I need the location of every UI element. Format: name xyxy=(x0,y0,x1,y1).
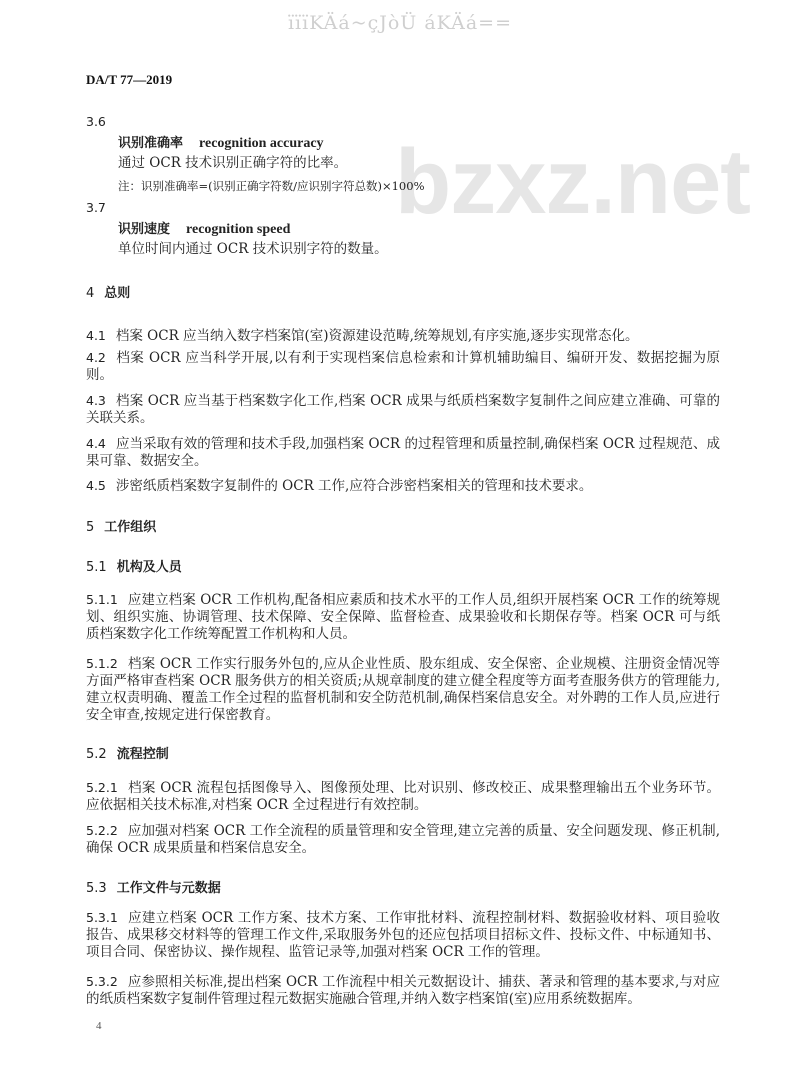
subsection-number: 5.2 xyxy=(86,747,107,762)
term-en: recognition speed xyxy=(186,222,291,237)
clause-4-3: 4.3 档案 OCR 应当基于档案数字化工作,档案 OCR 成果与纸质档案数字复制件之间应建立准确、可靠的关联关系。 xyxy=(86,393,720,426)
term-entry-3-6 xyxy=(118,135,324,152)
subsection-heading-5-3 xyxy=(86,880,221,897)
section-number: 5 xyxy=(86,520,95,535)
subsection-heading-5-2 xyxy=(86,746,169,763)
clause-4-5: 4.5 涉密纸质档案数字复制件的 OCR 工作,应符合涉密档案相关的管理和技术要求。 xyxy=(86,478,593,494)
clause-5-1-2: 5.1.2 档案 OCR 工作实行服务外包的,应从企业性质、股东组成、安全保密、企业规模、注册资金情况等方面严格审查档案 OCR 服务供方的相关资质;从规章制度的建立健全程度等方面考查服务供方的管理能力,建立权责明确、覆盖工作全过程的监督机制和安全防范机制,确保档案信息安全。对外聘的工作人员,应进行安全审查,按规定进行保密教育。 xyxy=(86,656,720,723)
subsection-title: 机构及人员 xyxy=(116,560,182,575)
subsection-number: 5.1 xyxy=(86,560,107,575)
section-title: 总则 xyxy=(104,286,131,301)
clause-5-1-1: 5.1.1 应建立档案 OCR 工作机构,配备相应素质和技术水平的工作人员,组织开展档案 OCR 工作的统筹规划、组织实施、协调管理、技术保障、安全保障、监督检查、成果验收和长期保存等。档案 OCR 可与纸质档案数字化工作统筹配置工作机构和人员。 xyxy=(86,592,720,642)
clause-5-2-2: 5.2.2 应加强对档案 OCR 工作全流程的质量管理和安全管理,建立完善的质量、安全问题发现、修正机制,确保 OCR 成果质量和档案信息安全。 xyxy=(86,823,720,856)
note-3-6: 注：识别准确率=(识别正确字符数/应识别字符总数)×100% xyxy=(118,179,425,193)
subsection-title: 流程控制 xyxy=(116,747,169,762)
clause-4-1: 4.1 档案 OCR 应当纳入数字档案馆(室)资源建设范畴,统筹规划,有序实施,逐步实现常态化。 xyxy=(86,328,639,344)
site-watermark: bzxz.net xyxy=(395,131,750,233)
clause-number-3-6: 3.6 xyxy=(86,114,106,129)
subsection-heading-5-1 xyxy=(86,559,182,576)
page-number: 4 xyxy=(96,1020,102,1032)
clause-5-3-1: 5.3.1 应建立档案 OCR 工作方案、技术方案、工作审批材料、流程控制材料、数据验收材料、项目验收报告、成果移交材料等的管理工作文件,采取服务外包的还应包括项目招标文件、投标文件、中标通知书、项目合同、保密协议、操作规程、监管记录等,加强对档案 OCR 工作的管理。 xyxy=(86,910,720,960)
clause-5-3-2: 5.3.2 应参照相关标准,提出档案 OCR 工作流程中相关元数据设计、捕获、著录和管理的基本要求,与对应的纸质档案数字复制件管理过程元数据实施融合管理,并纳入数字档案馆(室)应用系统数据库。 xyxy=(86,974,720,1007)
section-title: 工作组织 xyxy=(104,520,157,535)
garbled-header-text: ïïïKÄá~çJòÜ áKÄá== xyxy=(287,12,512,34)
subsection-number: 5.3 xyxy=(86,881,107,896)
clause-4-4: 4.4 应当采取有效的管理和技术手段,加强档案 OCR 的过程管理和质量控制,确保档案 OCR 过程规范、成果可靠、数据安全。 xyxy=(86,436,720,469)
document-number: DA/T 77—2019 xyxy=(86,72,173,87)
term-cn: 识别准确率 xyxy=(118,136,184,151)
definition-3-6: 通过 OCR 技术识别正确字符的比率。 xyxy=(118,155,348,171)
section-heading-5 xyxy=(86,519,156,536)
clause-5-2-1: 5.2.1 档案 OCR 流程包括图像导入、图像预处理、比对识别、修改校正、成果整理输出五个业务环节。应依据相关技术标准,对档案 OCR 全过程进行有效控制。 xyxy=(86,780,720,813)
subsection-title: 工作文件与元数据 xyxy=(116,881,221,896)
definition-3-7: 单位时间内通过 OCR 技术识别字符的数量。 xyxy=(118,241,388,257)
clause-4-2: 4.2 档案 OCR 应当科学开展,以有利于实现档案信息检索和计算机辅助编目、编研开发、数据挖掘为原则。 xyxy=(86,350,720,383)
section-heading-4 xyxy=(86,285,130,302)
term-entry-3-7 xyxy=(118,221,290,238)
term-en: recognition accuracy xyxy=(199,136,324,151)
clause-number-3-7: 3.7 xyxy=(86,200,106,215)
term-cn: 识别速度 xyxy=(118,222,171,237)
section-number: 4 xyxy=(86,286,95,301)
